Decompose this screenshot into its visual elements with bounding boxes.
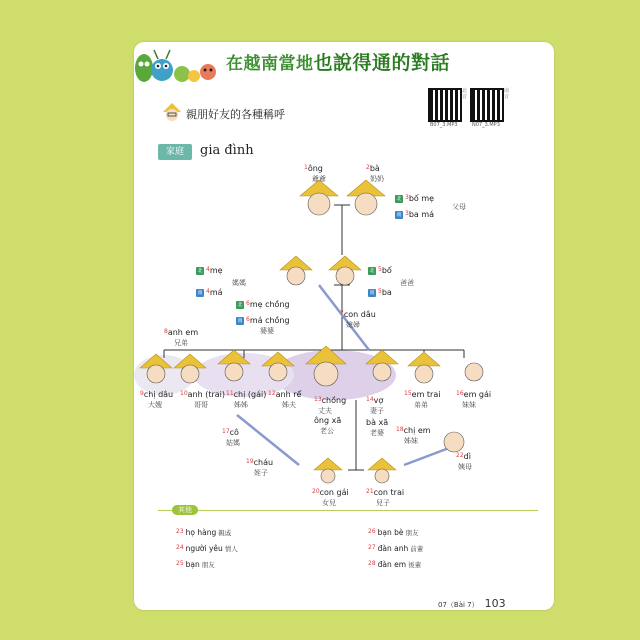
tree-zh-21: 兒子 <box>376 499 390 507</box>
tree-zh-12: 姊夫 <box>282 401 296 409</box>
tree-zh-onxa: 老公 <box>320 427 334 435</box>
others-item-23: $^{23}$ họ hàng 親戚 <box>176 528 232 537</box>
tree-zh-13: 丈夫 <box>318 407 332 415</box>
tree-zh-4: 媽媽 <box>232 279 246 287</box>
tree-label-5s: 南 $^5$ba <box>369 288 392 297</box>
tree-label-14: $^{14}$vợ <box>366 396 384 405</box>
others-item-28: $^{28}$ đàn em 後輩 <box>368 560 422 569</box>
tree-zh-17: 姑媽 <box>226 439 240 447</box>
mascots-illustration <box>132 38 222 86</box>
others-item-24: $^{24}$ người yêu 情人 <box>176 544 238 553</box>
qr-north-label: B07_3.MP3 <box>430 122 458 128</box>
tree-label-3n: 北 $^3$bố mẹ <box>396 194 435 203</box>
tree-zh-7: 媳婦 <box>346 321 360 329</box>
tree-zh-14: 妻子 <box>370 407 384 415</box>
section-heading: gia đình <box>200 143 254 158</box>
title-small: 在越南當地 <box>226 54 314 74</box>
tree-label-6n: 北 $^6$mẹ chồng <box>237 300 290 309</box>
tree-label-9: $^9$chị dâu <box>140 390 174 399</box>
tree-zh-2: 奶奶 <box>370 175 384 183</box>
tree-zh-16: 妹妹 <box>462 401 476 409</box>
title-big: 也說得通的對話 <box>313 52 451 74</box>
tree-label-17: $^{17}$cô <box>222 428 239 437</box>
others-item-25: $^{25}$ bạn 朋友 <box>176 560 215 569</box>
tree-label-18: $^{18}$chị em <box>396 426 431 435</box>
others-item-27: $^{27}$ đàn anh 前輩 <box>368 544 424 553</box>
lesson-label: 07（Bài 7） <box>438 601 479 609</box>
qr-code-north[interactable] <box>428 88 462 122</box>
tree-zh-15: 弟弟 <box>414 401 428 409</box>
qr-code-south[interactable] <box>470 88 504 122</box>
tree-zh-22: 姨母 <box>458 463 472 471</box>
tree-label-7: $^7$con dâu <box>340 310 376 319</box>
tree-label-10: $^{10}$anh (trai) <box>180 390 226 399</box>
tree-zh-5: 爸爸 <box>400 279 414 287</box>
tree-label-4n: 北 $^4$mẹ <box>197 266 223 275</box>
section-tag: 家庭 <box>158 144 192 160</box>
tree-label-15: $^{15}$em trai <box>404 390 441 399</box>
tree-label-22: $^{22}$dì <box>456 452 471 461</box>
tree-label-1: $^1$ông <box>304 164 323 173</box>
tree-label-6s: 南 $^6$má chồng <box>237 316 290 325</box>
tree-label-19: $^{19}$cháu <box>246 458 274 467</box>
others-tag: 其他 <box>172 505 198 515</box>
tree-zh-1: 爺爺 <box>312 175 326 183</box>
tree-label-11: $^{11}$chị (gái) <box>226 390 267 399</box>
qr-north-side-label: 北音 <box>462 88 468 100</box>
page-title <box>226 48 450 75</box>
tree-label-8: $^8$anh em <box>164 328 199 337</box>
qr-south-side-label: 南音 <box>504 88 510 100</box>
tree-zh-19: 姪子 <box>254 469 268 477</box>
tree-label-21: $^{21}$con trai <box>366 488 405 497</box>
tree-zh-18: 姊妹 <box>404 437 418 445</box>
tree-zh-3: 父母 <box>452 203 466 211</box>
tree-label-12: $^{12}$anh rể <box>268 390 302 399</box>
tree-zh-10: 哥哥 <box>194 401 208 409</box>
tree-label-2: $^2$bà <box>366 164 380 173</box>
tree-label-baxa: bà xã <box>366 418 389 427</box>
qr-south-label: N07_3.MP3 <box>472 122 500 128</box>
page-number: 103 <box>484 597 506 610</box>
tree-zh-9: 大嫂 <box>148 401 162 409</box>
tree-zh-6: 婆婆 <box>260 327 274 335</box>
tree-label-onxa: ông xã <box>314 416 342 425</box>
tree-label-5n: 北 $^5$bố <box>369 266 392 275</box>
section-subtitle: 親朋好友的各種稱呼 <box>186 108 285 121</box>
tree-zh-20: 女兒 <box>322 499 336 507</box>
tree-label-4s: 南 $^4$má <box>197 288 223 297</box>
tree-zh-baxa: 老婆 <box>370 429 384 437</box>
tree-zh-11: 姊姊 <box>234 401 248 409</box>
tree-label-3s: 南 $^3$ba má <box>396 210 435 219</box>
speaker-avatar-icon <box>162 102 182 122</box>
tree-label-16: $^{16}$em gái <box>456 390 492 399</box>
tree-label-13: $^{13}$chồng <box>314 396 347 405</box>
tree-zh-8: 兄弟 <box>174 339 188 347</box>
others-item-26: $^{26}$ bạn bè 朋友 <box>368 528 419 537</box>
page-footer <box>438 597 506 610</box>
tree-label-20: $^{20}$con gái <box>312 488 349 497</box>
